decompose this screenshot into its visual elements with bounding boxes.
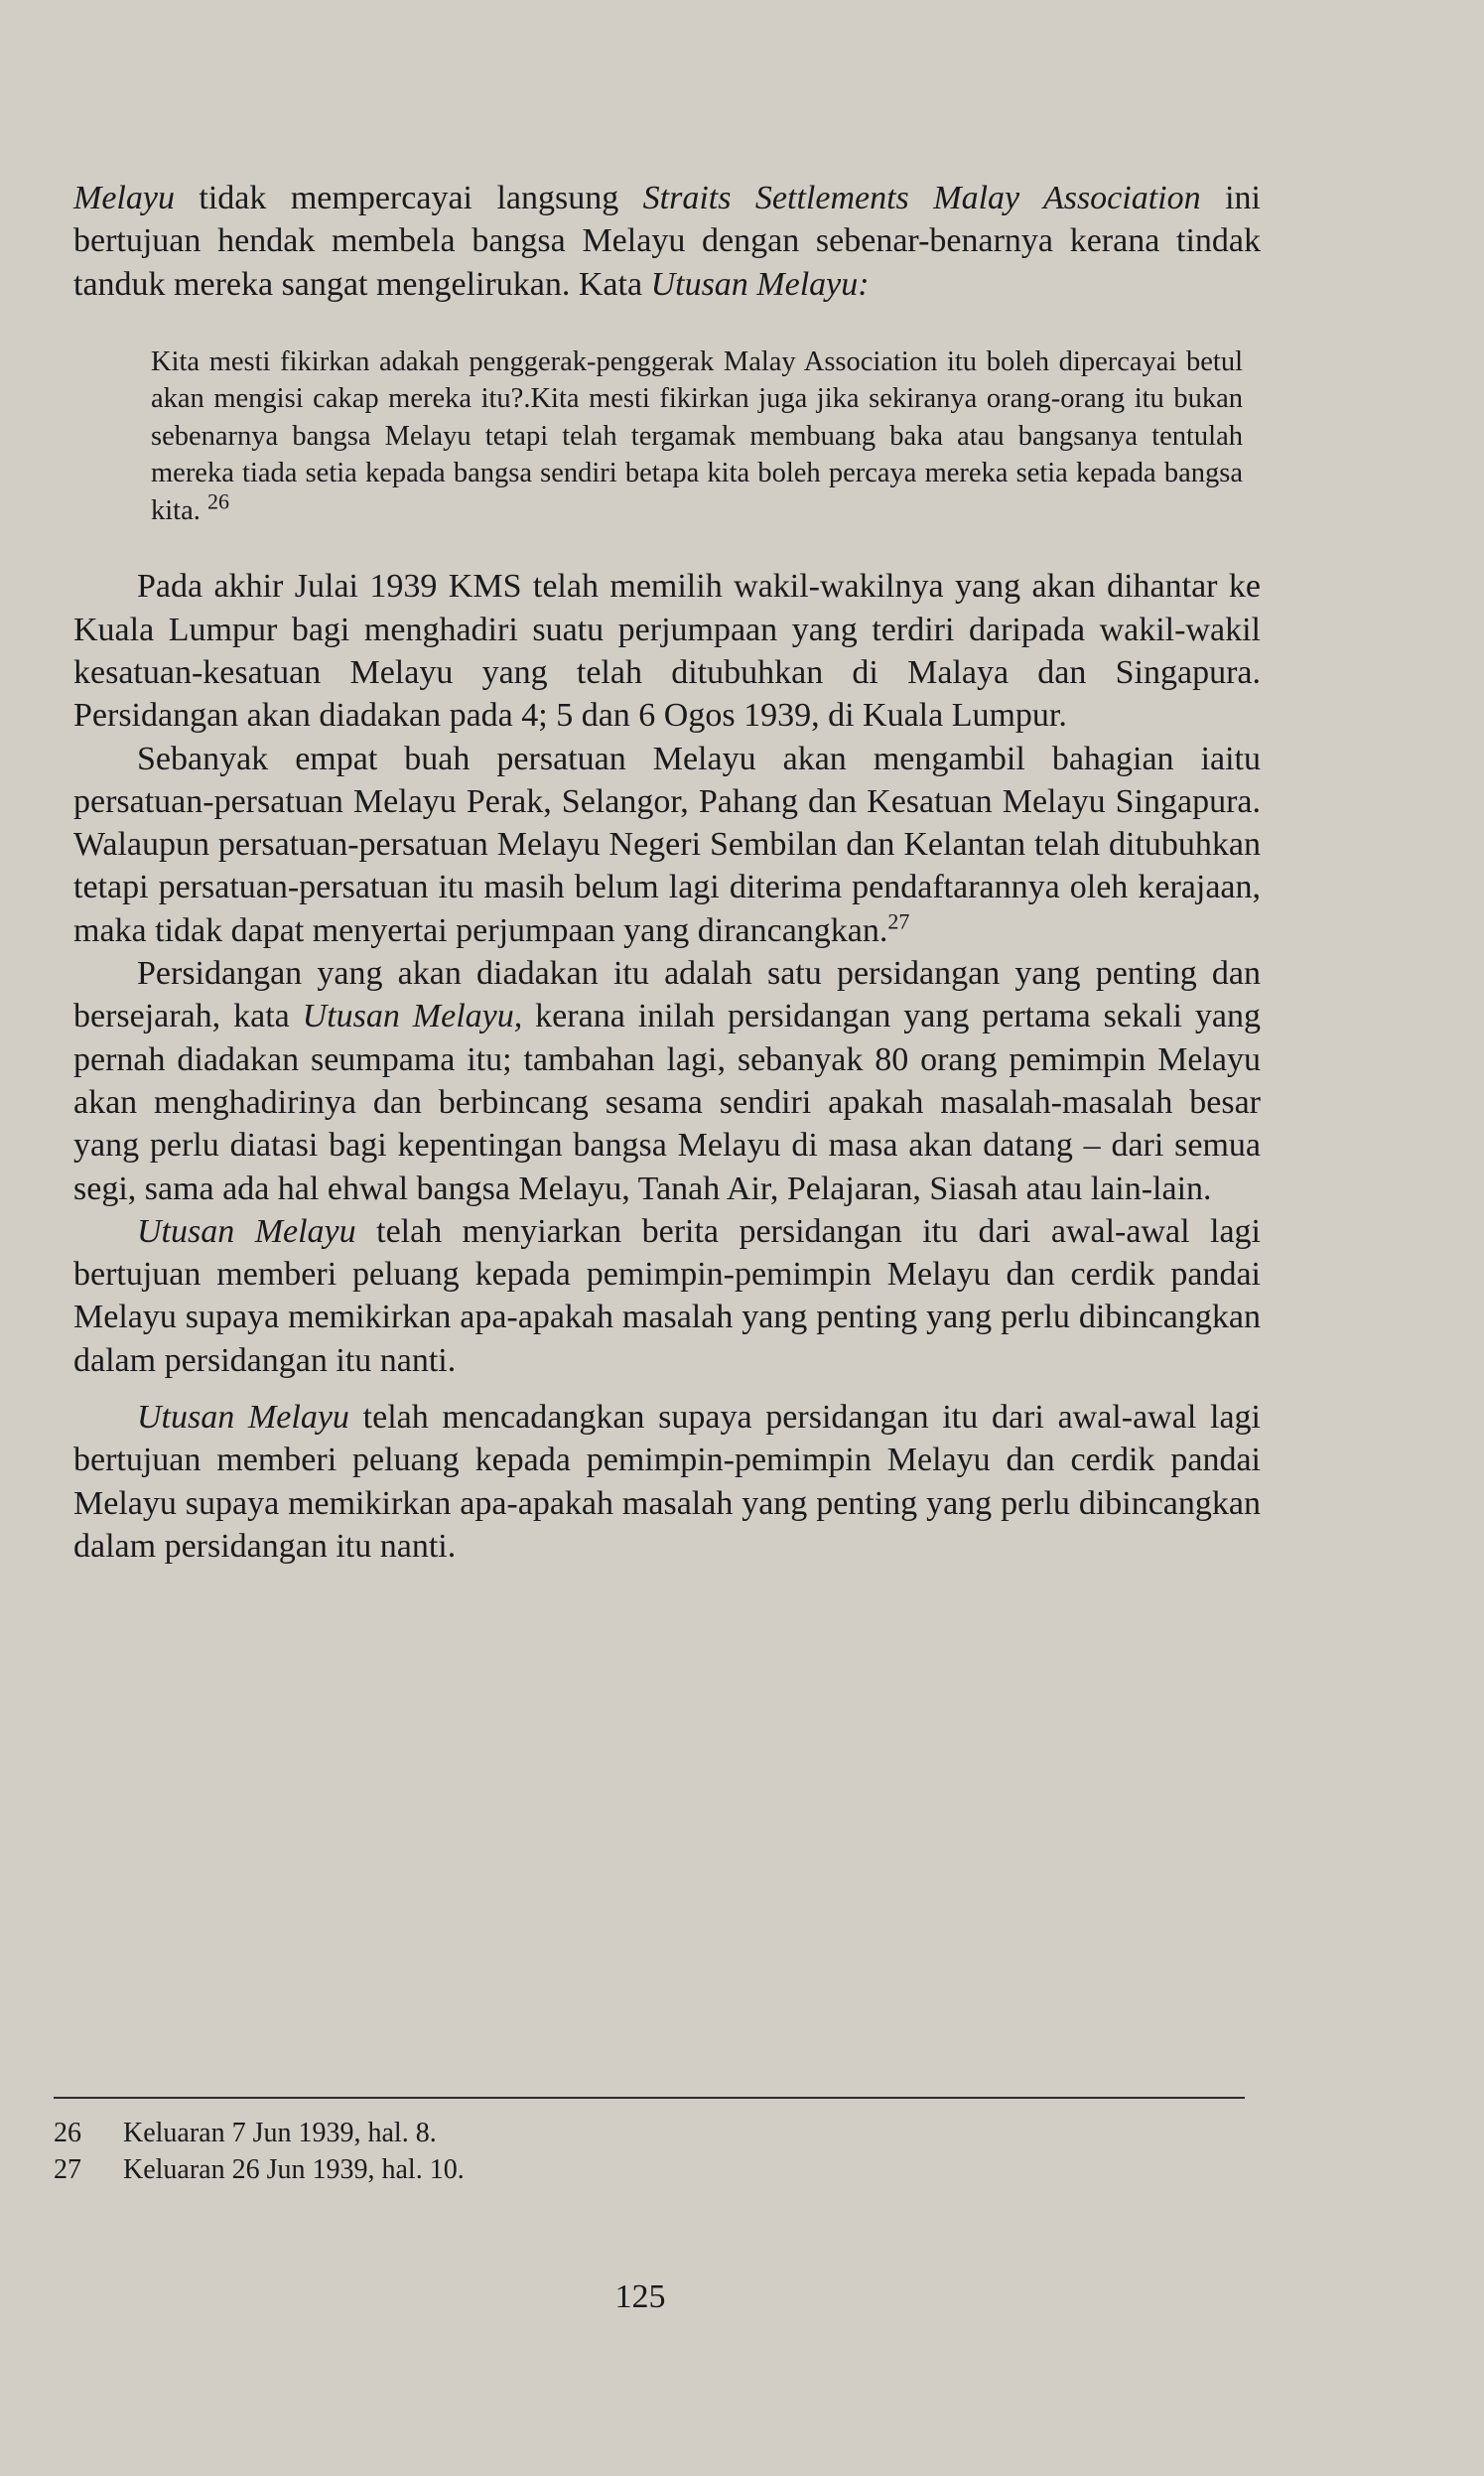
- text-span: telah mencadangkan supaya persidangan itu dari awal-awal lagi bertujuan memberi peluang kepada pemimpin-pemimpin Melayu dan cerdik pandai Melayu supaya memikirkan apa-apakah masalah yang penting yang perlu dibincangkan dalam persidangan itu nanti.: [73, 1399, 1261, 1565]
- paragraph-1: [73, 177, 1261, 306]
- paragraph-3: [73, 738, 1261, 952]
- text-span: kerana inilah persidangan yang pertama sekali yang pernah diadakan seumpama itu; tambahan lagi, sebanyak 80 orang pemimpin Melayu akan menghadirinya dan berbincang sesama sendiri apakah masalah-masalah besar yang perlu diatasi bagi kepentingan bangsa Melayu di masa akan datang – dari semua segi, sama ada hal ehwal bangsa Melayu, Tanah Air, Pelajaran, Siasah atau lain-lain.: [73, 998, 1261, 1207]
- text-span: Sebanyak empat buah persatuan Melayu akan mengambil bahagian iaitu persatuan-persatuan Melayu Perak, Selangor, Pahang dan Kesatuan Melayu Singapura. Walaupun persatuan-persatuan Melayu Negeri Sembilan dan Kelantan telah ditubuhkan tetapi persatuan-persatuan itu masih belum lagi diterima pendaftarannya oleh kerajaan, maka tidak dapat menyertai perjumpaan yang dirancangkan.: [73, 740, 1261, 949]
- footnote-number: 27: [54, 2154, 81, 2185]
- footnote-text: Keluaran 7 Jun 1939, hal. 8.: [123, 2118, 437, 2148]
- italic-melayu: Melayu: [73, 180, 175, 216]
- footnote-ref-27: 27: [887, 908, 910, 934]
- block-quote: [73, 344, 1261, 530]
- text-span: ini bertujuan hendak membela bangsa Melayu dengan sebenar-benarnya kerana tindak tanduk mereka sangat mengelirukan. Kata: [73, 180, 1261, 303]
- italic-utusan: Utusan Melayu: [137, 1212, 356, 1250]
- paragraph-6: [73, 1396, 1261, 1568]
- quote-text: Kita mesti fikirkan adakah penggerak-penggerak Malay Association itu boleh dipercayai betul akan mengisi cakap mereka itu?.Kita mesti fikirkan juga jika sekiranya orang-orang itu bukan sebenarnya bangsa Melayu tetapi telah tergamak membuang baka atau bangsanya tentulah mereka tiada setia kepada bangsa sendiri betapa kita boleh percaya mereka setia kepada bangsa kita.: [151, 345, 1243, 526]
- italic-utusan: Utusan Melayu:: [650, 265, 870, 303]
- paragraph-5: [73, 1210, 1261, 1382]
- page-body: [73, 177, 1261, 1568]
- paragraph-2: Pada akhir Julai 1939 KMS telah memilih wakil-wakilnya yang akan dihantar ke Kuala Lumpur bagi menghadiri suatu perjumpaan yang terdiri daripada wakil-wakil kesatuan-kesatuan Melayu yang telah ditubuhkan di Malaya dan Singapura. Persidangan akan diadakan pada 4; 5 dan 6 Ogos 1939, di Kuala Lumpur.: [73, 568, 1261, 735]
- italic-utusan: Utusan Melayu: [137, 1399, 349, 1437]
- footnote-number: 26: [54, 2118, 81, 2148]
- text-span: telah menyiarkan berita persidangan itu dari awal-awal lagi bertujuan memberi peluang kepada pemimpin-pemimpin Melayu dan cerdik pandai Melayu supaya memikirkan apa-apakah masalah yang penting yang perlu dibincangkan dalam persidangan itu nanti.: [73, 1212, 1262, 1379]
- footnote-26: [54, 2115, 1146, 2151]
- text-span: tidak mempercayai langsung: [174, 180, 643, 216]
- italic-utusan: Utusan Melayu,: [302, 998, 523, 1035]
- footnote-text: Keluaran 26 Jun 1939, hal. 10.: [123, 2154, 465, 2185]
- footnote-divider: [54, 2097, 1245, 2099]
- footnotes: [54, 2115, 1146, 2188]
- page-number: 125: [614, 2278, 666, 2315]
- italic-ssma: Straits Settlements Malay Association: [642, 180, 1201, 216]
- paragraph-4: [73, 952, 1261, 1210]
- text-span: Persidangan yang akan diadakan itu adalah satu persidangan yang penting dan bersejarah, kata: [73, 955, 1261, 1035]
- footnote-ref-26: 26: [207, 488, 229, 514]
- footnote-27: [54, 2151, 1146, 2188]
